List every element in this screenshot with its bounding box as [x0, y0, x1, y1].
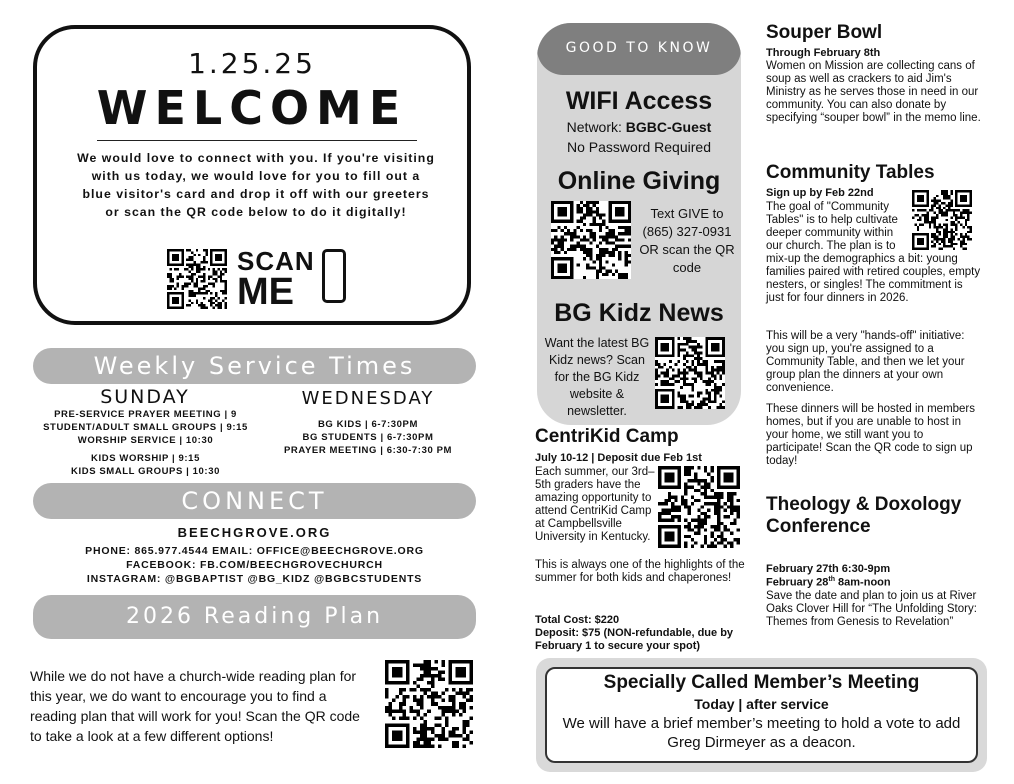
welcome-divider [97, 140, 417, 141]
visitor-card-qr-icon[interactable] [167, 249, 227, 309]
welcome-date: 1.25.25 [188, 47, 316, 80]
souper-bowl-body: Women on Mission are collecting cans of soup as well as crackers to aid Jim's Ministry as he serves those in need in our community. You can also donate by specifying “souper bowl” in the memo line. [766, 60, 981, 124]
sunday-kids-schedule [33, 452, 258, 478]
instagram-line: INSTAGRAM: @BGBAPTIST @BG_KIDZ @BGBCSTUDENTS [86, 573, 423, 585]
theology-title: Theology & Doxology Conference [766, 494, 962, 537]
welcome-box [33, 25, 471, 325]
facebook-line: FACEBOOK: FB.COM/BEECHGROVECHURCH [126, 559, 383, 571]
sunday-line: KIDS WORSHIP | 9:15 [91, 453, 200, 464]
wednesday-line: PRAYER MEETING | 6:30-7:30 PM [283, 445, 453, 456]
online-giving-text: Text GIVE to (865) 327-0931 OR scan the QR code [639, 206, 735, 275]
wifi-password: No Password Required [567, 139, 711, 155]
centrikid-subtitle: July 10-12 | Deposit due Feb 1st [535, 452, 702, 464]
reading-plan-heading: 2026 Reading Plan [33, 595, 476, 639]
sunday-line: PRE-SERVICE PRAYER MEETING | 9 [54, 409, 237, 420]
community-tables-title: Community Tables [766, 162, 935, 183]
website-link[interactable]: BEECHGROVE.ORG [177, 525, 332, 540]
sunday-heading: SUNDAY [100, 386, 190, 408]
phone-email-line: PHONE: 865.977.4544 EMAIL: OFFICE@BEECHGROVE.ORG [85, 545, 424, 557]
kidz-news-qr-icon[interactable] [655, 337, 725, 409]
welcome-title: WELCOME [96, 81, 408, 135]
centrikid-cost [535, 614, 745, 653]
theology-date-2-time: 8am-noon [834, 576, 891, 589]
centrikid-deposit: Deposit: $75 (NON-refundable, due by February 1 to secure your spot) [535, 627, 734, 652]
kidz-news-text: Want the latest BG Kidz news? Scan for the BG Kidz website & newsletter. [544, 336, 650, 418]
wednesday-line: BG STUDENTS | 6-7:30PM [302, 432, 434, 443]
theology-date-1: February 27th 6:30-9pm [766, 563, 891, 575]
community-tables-subtitle: Sign up by Feb 22nd [766, 187, 874, 199]
wednesday-line: BG KIDS | 6-7:30PM [317, 419, 419, 430]
kidz-news-title: BG Kidz News [554, 299, 724, 327]
centrikid-body-2: This is always one of the highlights of the summer for both kids and chaperones! [535, 559, 745, 584]
souper-bowl-subtitle: Through February 8th [766, 47, 881, 59]
good-to-know-header: GOOD TO KNOW [537, 23, 741, 75]
theology-body: Save the date and plan to join us at River Oaks Clover Hill for “The Unfolding Story: Themes from Genesis to Revelation” [766, 590, 977, 628]
community-tables-body: The goal of "Community Tables" is to help cultivate deeper community within our church. The plan is to [766, 201, 898, 252]
centrikid-total: Total Cost: $220 [535, 614, 620, 626]
sunday-schedule [33, 408, 258, 447]
reading-plan-text: While we do not have a church-wide reading plan for this year, we do want to encourage you to find a reading plan that will work for you! Scan the QR code to take a look at a few different options! [30, 668, 360, 744]
sunday-line: KIDS SMALL GROUPS | 10:30 [71, 466, 220, 477]
me-label: ME [237, 271, 294, 313]
sunday-line: STUDENT/ADULT SMALL GROUPS | 9:15 [43, 422, 248, 433]
theology-date-2-day: February 28 [766, 576, 829, 589]
member-meeting-text: We will have a brief member’s meeting to hold a vote to add Greg Dirmeyer as a deacon. [562, 715, 961, 751]
welcome-text: We would love to connect with you. If you're visiting with us today, we would love for you to fill out a blue visitor's card and drop it off with our greeters or scan the QR code below to do it digitally! [77, 151, 435, 219]
service-times-heading: Weekly Service Times [33, 348, 476, 384]
phone-icon [322, 249, 346, 303]
good-to-know-panel [537, 23, 741, 425]
centrikid-qr-icon[interactable] [658, 466, 740, 548]
wifi-network [537, 119, 741, 135]
theology-date-2-suffix: th [828, 576, 835, 583]
member-meeting-subtitle: Today | after service [694, 696, 829, 712]
community-tables-body-cont: mix-up the demographics a bit: young families paired with retired couples, empty nesters, or singles! The commitment is just for four dinners in 2026. [766, 253, 981, 304]
centrikid-body: Each summer, our 3rd–5th graders have the amazing opportunity to attend CentriKid Camp at Campbellsville University in Kentucky. [535, 466, 655, 543]
connect-heading: CONNECT [33, 483, 476, 519]
wednesday-heading: WEDNESDAY [301, 388, 435, 409]
contact-info [33, 544, 476, 586]
wifi-network-name: BGBC-Guest [625, 119, 712, 135]
wifi-title: WIFI Access [565, 87, 713, 115]
wifi-network-label: Network: [566, 119, 626, 135]
souper-bowl-title: Souper Bowl [766, 22, 883, 43]
community-tables-qr-icon[interactable] [912, 190, 972, 250]
theology-date-2 [766, 576, 891, 589]
community-tables-body-2: This will be a very "hands-off" initiative: you sign up, you're assigned to a Community Table, and then we let your group plan the dinners at your own convenience. [766, 330, 965, 394]
giving-qr-icon[interactable] [551, 201, 631, 279]
sunday-line: WORSHIP SERVICE | 10:30 [77, 435, 214, 446]
reading-plan-qr-icon[interactable] [385, 660, 473, 748]
community-tables-body-3: These dinners will be hosted in members homes, but if you are unable to host in your home, we still want you to participate! Scan the QR code to sign up today! [766, 403, 976, 467]
scan-label: SCAN [237, 246, 315, 276]
member-meeting-title: Specially Called Member’s Meeting [603, 672, 920, 693]
wednesday-schedule [262, 418, 474, 457]
centrikid-title: CentriKid Camp [535, 426, 679, 447]
online-giving-title: Online Giving [557, 167, 721, 195]
